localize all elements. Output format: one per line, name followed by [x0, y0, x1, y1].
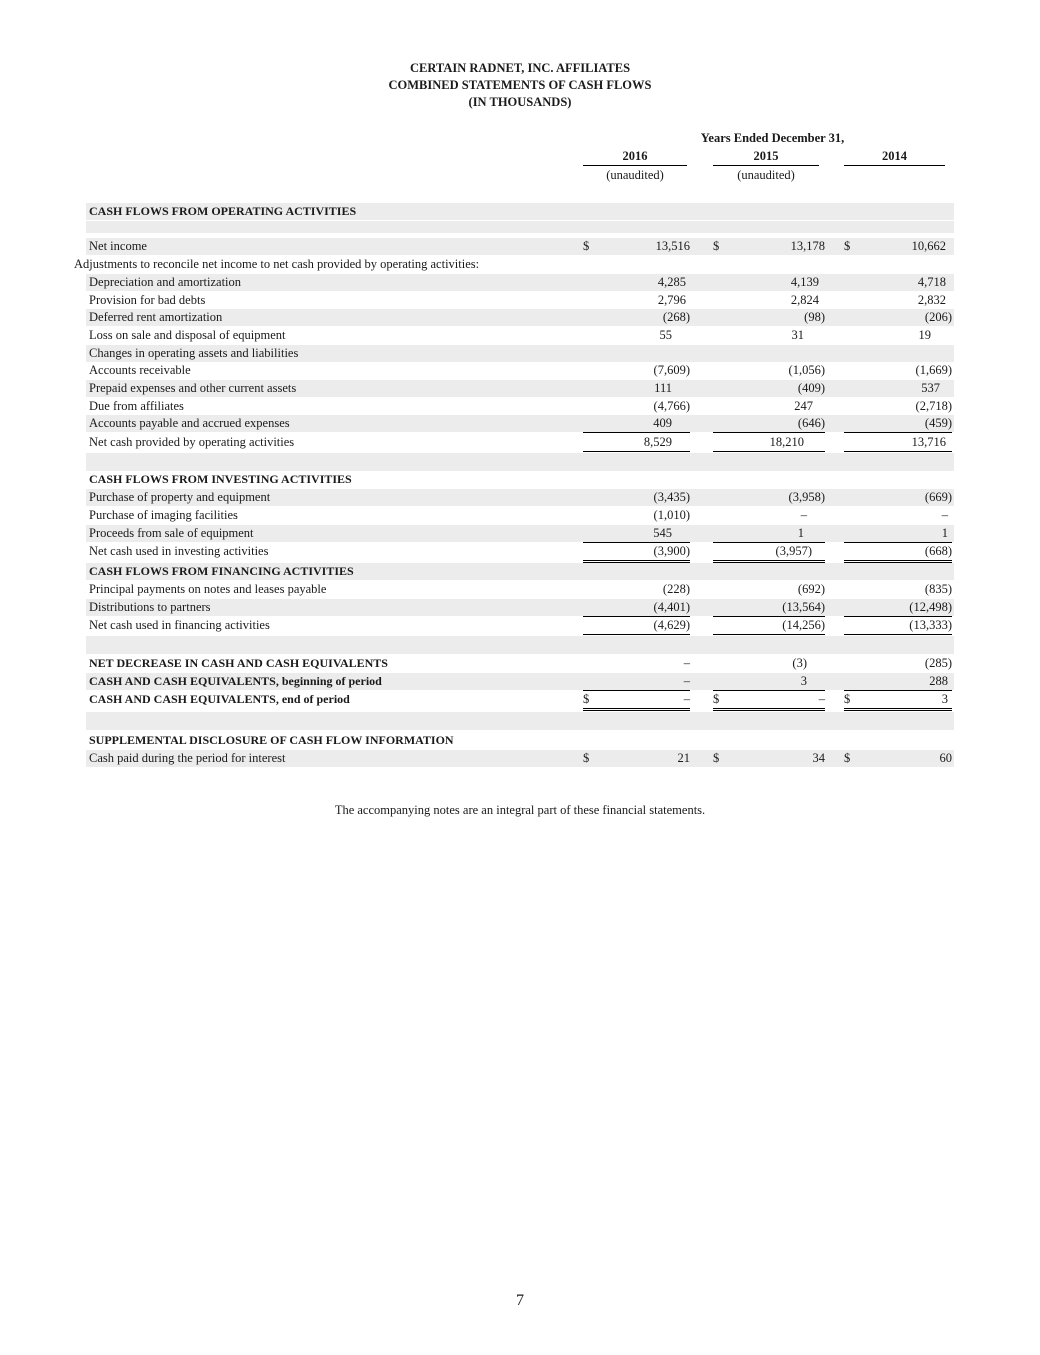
unaudited-2015: (unaudited): [737, 168, 795, 182]
spacer-row: [86, 453, 954, 471]
row-distributions: Distributions to partners (4,401) (13,564) (12,498): [86, 599, 954, 616]
statement-title: COMBINED STATEMENTS OF CASH FLOWS: [388, 78, 652, 92]
year-2015-header: 2015: [713, 149, 819, 166]
row-adjustments: Adjustments to reconcile net income to net cash provided by operating activities:: [74, 257, 480, 271]
section-operating: CASH FLOWS FROM OPERATING ACTIVITIES: [86, 203, 954, 220]
footnote: The accompanying notes are an integral part of these financial statements.: [334, 803, 706, 817]
page-number: 7: [516, 1292, 524, 1309]
row-cash-beginning: CASH AND CASH EQUIVALENTS, beginning of period – 3 288: [86, 673, 954, 690]
units-label: (IN THOUSANDS): [468, 95, 572, 109]
section-financing: CASH FLOWS FROM FINANCING ACTIVITIES: [86, 563, 954, 580]
spacer-row: [86, 221, 954, 233]
row-accounts-payable: Accounts payable and accrued expenses 409 (646) (459): [86, 415, 954, 432]
row-net-financing: Net cash used in financing activities (4,629) (14,256) (13,333): [86, 617, 954, 634]
row-deferred-rent: Deferred rent amortization (268) (98) (206): [86, 309, 954, 326]
row-accounts-receivable: Accounts receivable (7,609) (1,056) (1,669): [89, 363, 952, 377]
spacer-row: [86, 636, 954, 654]
row-depreciation: Depreciation and amortization 4,285 4,139 4,718: [86, 274, 954, 291]
year-2016-header: 2016: [583, 149, 687, 166]
row-net-income: Net income $ 13,516 $ 13,178 $ 10,662: [86, 238, 954, 255]
row-prepaid: Prepaid expenses and other current assets 111 (409) 537: [86, 380, 954, 397]
row-loss-on-sale: Loss on sale and disposal of equipment 55 31 19: [89, 328, 931, 342]
row-net-decrease: NET DECREASE IN CASH AND CASH EQUIVALENTS – (3) (285): [89, 656, 952, 670]
row-proceeds-sale: Proceeds from sale of equipment 545 1 1: [86, 525, 954, 542]
row-principal-payments: Principal payments on notes and leases payable (228) (692) (835): [89, 582, 952, 596]
section-supplemental: SUPPLEMENTAL DISCLOSURE OF CASH FLOW INFORMATION: [89, 733, 454, 747]
year-2014-header: 2014: [844, 149, 945, 166]
row-purchase-imaging: Purchase of imaging facilities (1,010) – –: [89, 508, 948, 522]
row-cash-interest: Cash paid during the period for interest $ 21 $ 34 $ 60: [86, 750, 954, 767]
company-name: CERTAIN RADNET, INC. AFFILIATES: [409, 61, 631, 75]
section-investing: CASH FLOWS FROM INVESTING ACTIVITIES: [89, 472, 352, 486]
spacer-row: [86, 712, 954, 730]
row-due-from-affiliates: Due from affiliates (4,766) 247 (2,718): [89, 399, 952, 413]
row-net-investing: Net cash used in investing activities (3,900) (3,957) (668): [86, 543, 954, 560]
period-label: Years Ended December 31,: [700, 131, 845, 145]
row-purchase-property: Purchase of property and equipment (3,435) (3,958) (669): [86, 489, 954, 506]
row-net-operating: Net cash provided by operating activities 8,529 18,210 13,716: [86, 434, 954, 451]
row-bad-debts: Provision for bad debts 2,796 2,824 2,832: [89, 293, 946, 307]
row-changes: Changes in operating assets and liabilities: [86, 345, 954, 362]
row-cash-end: CASH AND CASH EQUIVALENTS, end of period $ – $ – $ 3: [86, 691, 954, 708]
unaudited-2016: (unaudited): [606, 168, 664, 182]
